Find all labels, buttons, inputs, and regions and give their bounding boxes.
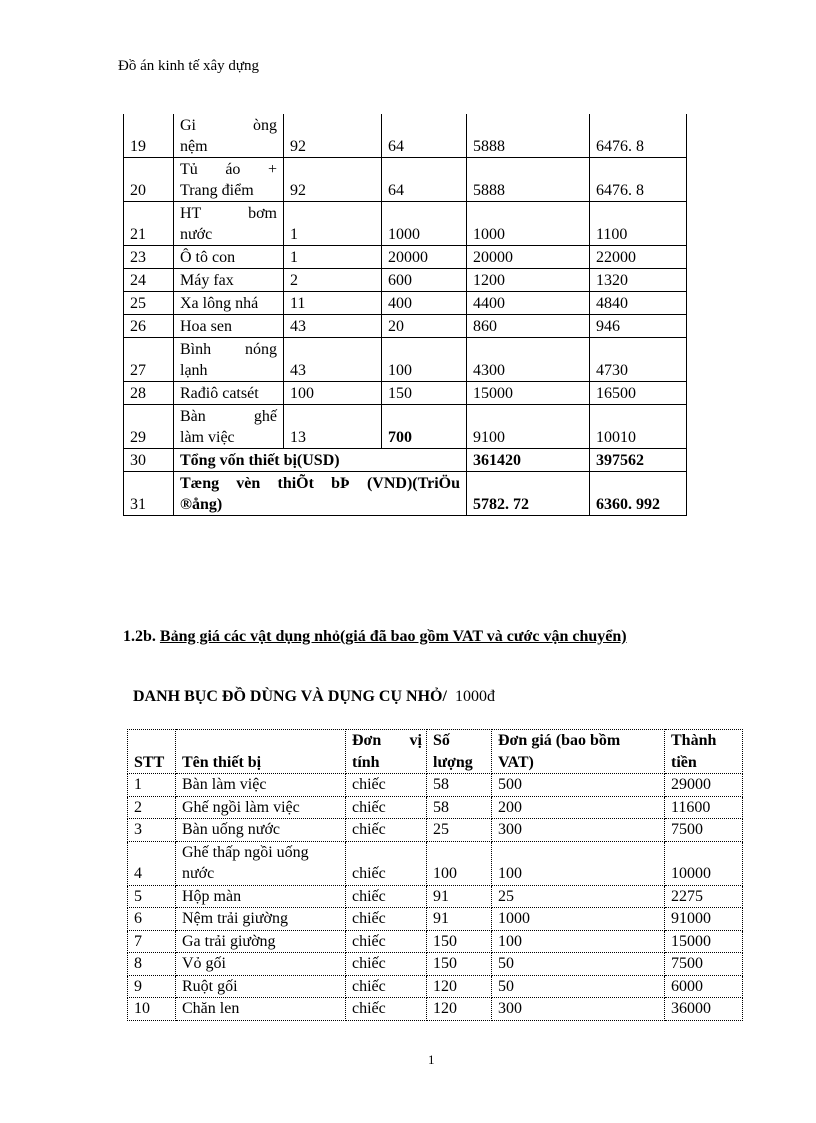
header-price: Đơn giá (bao bồm VAT) [492,730,665,774]
cell-price: 700 [382,405,467,449]
cell-amount: 5888 [467,114,590,158]
cell-qty: 92 [284,158,382,202]
cell-qty: 120 [427,998,492,1021]
table-row [128,930,743,953]
cell-amount: 4400 [467,292,590,315]
cell-total: 6360. 992 [590,472,687,516]
cell-name: Bình nóng lạnh [174,338,284,382]
cell-amount: 20000 [467,246,590,269]
cell-total: 397562 [590,449,687,472]
cell-qty: 58 [427,796,492,819]
cell-name: Vỏ gối [176,953,346,976]
cell-name: Ruột gối [176,975,346,998]
section-title-text: Bảng giá các vật dụng nhỏ(giá đã bao gồm VAT và cước vận chuyển) [159,628,627,645]
header-unit: Đơn vị tính [346,730,427,774]
table-row [128,841,743,885]
header-stt: STT [128,730,176,774]
cell-name: Ghế thấp ngồi uống nước [176,841,346,885]
cell-qty: 100 [427,841,492,885]
cell-stt: 10 [128,998,176,1021]
cell-name: Ga trải giường [176,930,346,953]
cell-unit: chiếc [346,908,427,931]
table-row [128,774,743,797]
table-row [128,885,743,908]
cell-stt: 25 [124,292,174,315]
cell-stt: 21 [124,202,174,246]
cell-amount: 5888 [467,158,590,202]
cell-price: 20000 [382,246,467,269]
cell-name: Hộp màn [176,885,346,908]
cell-stt: 23 [124,246,174,269]
cell-total: 6000 [665,975,743,998]
cell-total: 4730 [590,338,687,382]
cell-qty: 91 [427,885,492,908]
table-header-row [128,730,743,774]
cell-name: Hoa sen [174,315,284,338]
cell-total: 946 [590,315,687,338]
cell-price: 50 [492,975,665,998]
cell-qty: 43 [284,315,382,338]
cell-qty: 13 [284,405,382,449]
cell-price: 100 [492,841,665,885]
cell-unit: chiếc [346,774,427,797]
table-row [124,202,687,246]
cell-total: 10000 [665,841,743,885]
cell-unit: chiếc [346,819,427,842]
table-row [124,315,687,338]
cell-total: 4840 [590,292,687,315]
cell-stt: 30 [124,449,174,472]
cell-total: 7500 [665,953,743,976]
cell-amount: 15000 [467,382,590,405]
table-row [128,819,743,842]
small-items-table [127,729,743,1021]
cell-total: 6476. 8 [590,158,687,202]
cell-unit: chiếc [346,930,427,953]
cell-unit: chiếc [346,841,427,885]
cell-name: Xa lông nhá [174,292,284,315]
cell-price: 20 [382,315,467,338]
table-subtitle [133,688,495,706]
cell-name: Rađiô catsét [174,382,284,405]
cell-name: Gi òng nệm [174,114,284,158]
equipment-table [123,114,687,516]
cell-unit: chiếc [346,998,427,1021]
cell-name: Nệm trải giường [176,908,346,931]
table-row [128,908,743,931]
cell-stt: 24 [124,269,174,292]
cell-amount: 361420 [467,449,590,472]
cell-price: 200 [492,796,665,819]
cell-total: 7500 [665,819,743,842]
table-row [124,114,687,158]
table-row [124,338,687,382]
cell-qty: 1 [284,202,382,246]
cell-qty: 100 [284,382,382,405]
cell-total: 15000 [665,930,743,953]
cell-stt: 7 [128,930,176,953]
cell-stt: 28 [124,382,174,405]
cell-label: Tổng vốn thiết bị(USD) [174,449,467,472]
cell-price: 64 [382,158,467,202]
cell-price: 150 [382,382,467,405]
cell-stt: 2 [128,796,176,819]
cell-stt: 4 [128,841,176,885]
page-number: 1 [428,1052,435,1067]
header-qty: Số lượng [427,730,492,774]
cell-name: Ghế ngồi làm việc [176,796,346,819]
cell-qty: 150 [427,953,492,976]
cell-name: HT bơm nước [174,202,284,246]
cell-stt: 1 [128,774,176,797]
cell-price: 100 [382,338,467,382]
cell-price: 1000 [382,202,467,246]
cell-name: Chăn len [176,998,346,1021]
cell-total: 29000 [665,774,743,797]
cell-stt: 26 [124,315,174,338]
cell-name: Bàn uống nước [176,819,346,842]
total-vnd-row [124,472,687,516]
cell-stt: 8 [128,953,176,976]
table-row [124,158,687,202]
cell-price: 300 [492,819,665,842]
cell-price: 64 [382,114,467,158]
subtitle-unit: 1000đ [454,688,495,705]
table-row [124,405,687,449]
table-row [128,975,743,998]
cell-qty: 92 [284,114,382,158]
cell-price: 25 [492,885,665,908]
cell-name: Bàn ghế làm việc [174,405,284,449]
cell-unit: chiếc [346,975,427,998]
cell-qty: 43 [284,338,382,382]
cell-total: 6476. 8 [590,114,687,158]
cell-stt: 29 [124,405,174,449]
cell-stt: 5 [128,885,176,908]
table-row [124,246,687,269]
page-header: Đồ án kinh tế xây dựng [118,58,260,74]
cell-name: Máy fax [174,269,284,292]
section-title [123,628,627,646]
cell-name: Bàn làm việc [176,774,346,797]
cell-price: 1000 [492,908,665,931]
cell-qty: 11 [284,292,382,315]
cell-price: 400 [382,292,467,315]
cell-qty: 58 [427,774,492,797]
cell-total: 10010 [590,405,687,449]
cell-price: 300 [492,998,665,1021]
cell-unit: chiếc [346,885,427,908]
cell-name: Tủ áo + Trang điểm [174,158,284,202]
table-row [124,292,687,315]
header-total: Thành tiền [665,730,743,774]
cell-stt: 6 [128,908,176,931]
cell-total: 16500 [590,382,687,405]
cell-amount: 5782. 72 [467,472,590,516]
cell-stt: 3 [128,819,176,842]
cell-qty: 25 [427,819,492,842]
cell-total: 1320 [590,269,687,292]
cell-price: 50 [492,953,665,976]
cell-amount: 1200 [467,269,590,292]
cell-total: 22000 [590,246,687,269]
cell-stt: 31 [124,472,174,516]
cell-qty: 150 [427,930,492,953]
cell-label: Tæng vèn thiÕt bÞ (VND)(TriÖu ®ång) [174,472,467,516]
cell-price: 600 [382,269,467,292]
cell-total: 11600 [665,796,743,819]
cell-amount: 1000 [467,202,590,246]
cell-unit: chiếc [346,953,427,976]
cell-stt: 20 [124,158,174,202]
cell-amount: 860 [467,315,590,338]
cell-amount: 4300 [467,338,590,382]
table-row [128,998,743,1021]
subtitle-text: DANH BỤC ĐỒ DÙNG VÀ DỤNG CỤ NHỎ/ [133,688,447,705]
cell-total: 2275 [665,885,743,908]
cell-qty: 2 [284,269,382,292]
section-number: 1.2b. [123,628,160,645]
cell-total: 36000 [665,998,743,1021]
cell-name: Ô tô con [174,246,284,269]
cell-price: 500 [492,774,665,797]
table-row [124,382,687,405]
cell-qty: 120 [427,975,492,998]
cell-price: 100 [492,930,665,953]
cell-total: 91000 [665,908,743,931]
total-usd-row [124,449,687,472]
table-row [128,953,743,976]
cell-stt: 19 [124,114,174,158]
cell-stt: 9 [128,975,176,998]
cell-qty: 1 [284,246,382,269]
table-row [124,269,687,292]
cell-total: 1100 [590,202,687,246]
cell-amount: 9100 [467,405,590,449]
table-row [128,796,743,819]
cell-qty: 91 [427,908,492,931]
cell-stt: 27 [124,338,174,382]
header-name: Tên thiết bị [176,730,346,774]
cell-unit: chiếc [346,796,427,819]
